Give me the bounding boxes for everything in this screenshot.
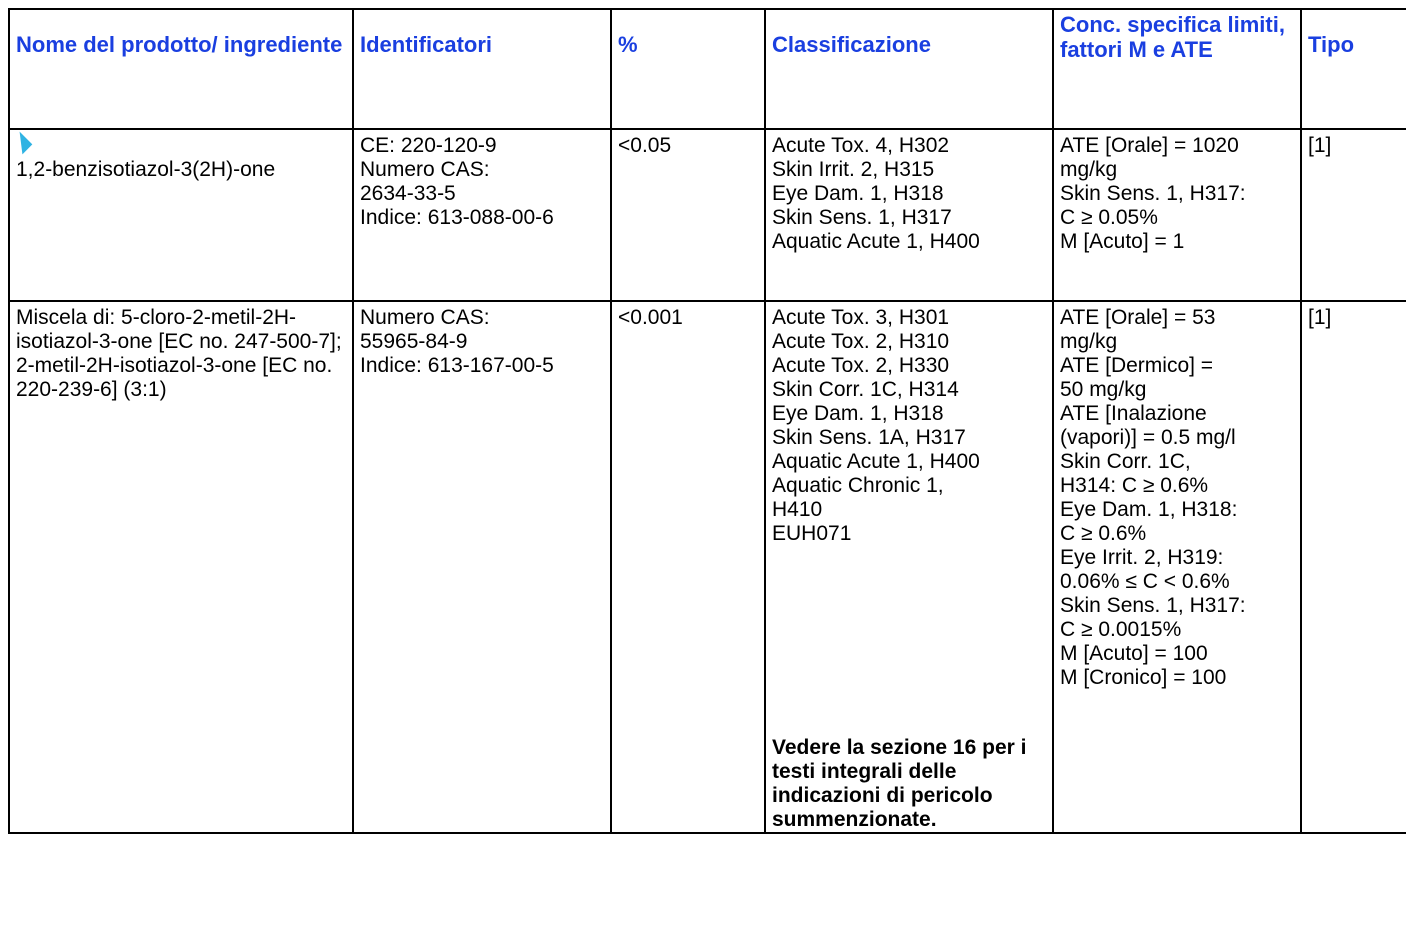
table-row: [9, 301, 1406, 833]
cell-classification: [765, 301, 1053, 833]
limit-line: C ≥ 0.05%: [1060, 206, 1158, 229]
limit-line: Skin Sens. 1, H317:: [1060, 594, 1246, 617]
classification-line: Skin Sens. 1, H317: [772, 206, 952, 229]
table-header-row: [9, 9, 1406, 129]
classification-line: Acute Tox. 4, H302: [772, 134, 950, 157]
hazard-note: Vedere la sezione 16 per i testi integrali delle indicazioni di pericolo summenzionate.: [772, 736, 1027, 831]
ingredient-name: 1,2-benzisotiazol-3(2H)-one: [16, 158, 276, 181]
ingredient-name: Miscela di: 5-cloro-2-metil-2H-isotiazol-3-one [EC no. 247-500-7]; 2-metil-2H-isotiazol-3-one [EC no. 220-239-6] (3:1): [16, 306, 342, 401]
classification-line: H410: [772, 498, 823, 521]
limit-line: H314: C ≥ 0.6%: [1060, 474, 1209, 497]
limit-line: M [Acuto] = 1: [1060, 230, 1185, 253]
limit-line: Skin Sens. 1, H317:: [1060, 182, 1246, 205]
limit-line: ATE [Orale] = 53: [1060, 306, 1216, 329]
cell-type: [1]: [1301, 301, 1406, 833]
classification-line: Aquatic Chronic 1,: [772, 474, 944, 497]
limit-line: 0.06% ≤ C < 0.6%: [1060, 570, 1230, 593]
classification-line: Aquatic Acute 1, H400: [772, 230, 980, 253]
limit-line: C ≥ 0.0015%: [1060, 618, 1182, 641]
cell-name: [9, 301, 353, 833]
header-limits: Conc. specifica limiti, fattori M e ATE: [1053, 9, 1301, 129]
identifier-line: CE: 220-120-9: [360, 134, 497, 157]
limit-line: mg/kg: [1060, 158, 1118, 181]
classification-line: EUH071: [772, 522, 852, 545]
header-name: Nome del prodotto/ ingrediente: [9, 9, 353, 129]
header-percent: %: [611, 9, 765, 129]
classification-line: Skin Corr. 1C, H314: [772, 378, 959, 401]
header-type: Tipo: [1301, 9, 1406, 129]
header-classification: Classificazione: [765, 9, 1053, 129]
identifier-line: Numero CAS:: [360, 158, 490, 181]
classification-line: Skin Irrit. 2, H315: [772, 158, 935, 181]
classification-line: Skin Sens. 1A, H317: [772, 426, 966, 449]
note-spacer: [772, 546, 1046, 736]
limit-line: 50 mg/kg: [1060, 378, 1147, 401]
classification-line: Eye Dam. 1, H318: [772, 182, 944, 205]
composition-table: [8, 8, 1406, 834]
limit-line: mg/kg: [1060, 330, 1118, 353]
identifier-line: 2634-33-5: [360, 182, 456, 205]
cell-identifiers: [353, 129, 611, 301]
identifier-line: 55965-84-9: [360, 330, 468, 353]
limit-line: M [Cronico] = 100: [1060, 666, 1227, 689]
cell-percent: <0.05: [611, 129, 765, 301]
limit-line: Skin Corr. 1C,: [1060, 450, 1191, 473]
identifier-line: Indice: 613-088-00-6: [360, 206, 554, 229]
header-identifiers: Identificatori: [353, 9, 611, 129]
limit-line: ATE [Orale] = 1020: [1060, 134, 1239, 157]
cell-type: [1]: [1301, 129, 1406, 301]
cell-classification: [765, 129, 1053, 301]
identifier-line: Indice: 613-167-00-5: [360, 354, 554, 377]
classification-line: Acute Tox. 3, H301: [772, 306, 950, 329]
limit-line: ATE [Inalazione: [1060, 402, 1207, 425]
limit-line: Eye Dam. 1, H318:: [1060, 498, 1238, 521]
classification-line: Acute Tox. 2, H330: [772, 354, 950, 377]
cell-identifiers: [353, 301, 611, 833]
limit-line: M [Acuto] = 100: [1060, 642, 1208, 665]
cell-limits: [1053, 129, 1301, 301]
classification-line: Eye Dam. 1, H318: [772, 402, 944, 425]
limit-line: (vapori)] = 0.5 mg/l: [1060, 426, 1236, 449]
table-row: [9, 129, 1406, 301]
identifier-line: Numero CAS:: [360, 306, 490, 329]
cell-limits: [1053, 301, 1301, 833]
cell-percent: <0.001: [611, 301, 765, 833]
classification-line: Acute Tox. 2, H310: [772, 330, 950, 353]
limit-line: Eye Irrit. 2, H319:: [1060, 546, 1224, 569]
classification-line: Aquatic Acute 1, H400: [772, 450, 980, 473]
limit-line: C ≥ 0.6%: [1060, 522, 1147, 545]
limit-line: ATE [Dermico] =: [1060, 354, 1214, 377]
cell-name: [9, 129, 353, 301]
